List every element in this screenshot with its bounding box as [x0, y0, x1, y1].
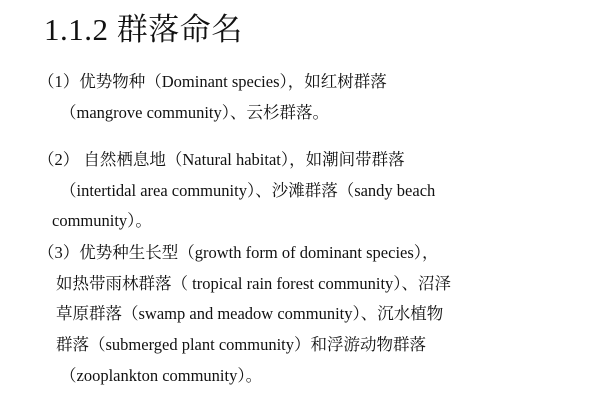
- naming-method-2-line-2: （intertidal area community）、沙滩群落（sandy beach: [60, 181, 436, 200]
- naming-method-3-line-5: （zooplankton community）。: [60, 366, 263, 385]
- naming-method-2-line-1: （2） 自然栖息地（Natural habitat），如潮间带群落: [38, 150, 405, 169]
- naming-method-3-line-4: 群落（submerged plant community）和浮游动物群落: [56, 335, 427, 354]
- naming-method-3-line-3: 草原群落（swamp and meadow community）、沉水植物: [56, 304, 444, 323]
- naming-method-3-line-2: 如热带雨林群落（ tropical rain forest community）、沼泽: [56, 274, 452, 293]
- naming-method-2-line-3: community）。: [52, 211, 152, 230]
- naming-method-3-line-1: （3）优势种生长型（growth form of dominant species），: [38, 243, 439, 262]
- naming-method-1-line-2: （mangrove community）、云杉群落。: [60, 103, 330, 122]
- naming-method-1-line-1: （1）优势物种（Dominant species），如红树群落: [38, 72, 387, 91]
- section-title: 1.1.2 群落命名: [44, 12, 243, 47]
